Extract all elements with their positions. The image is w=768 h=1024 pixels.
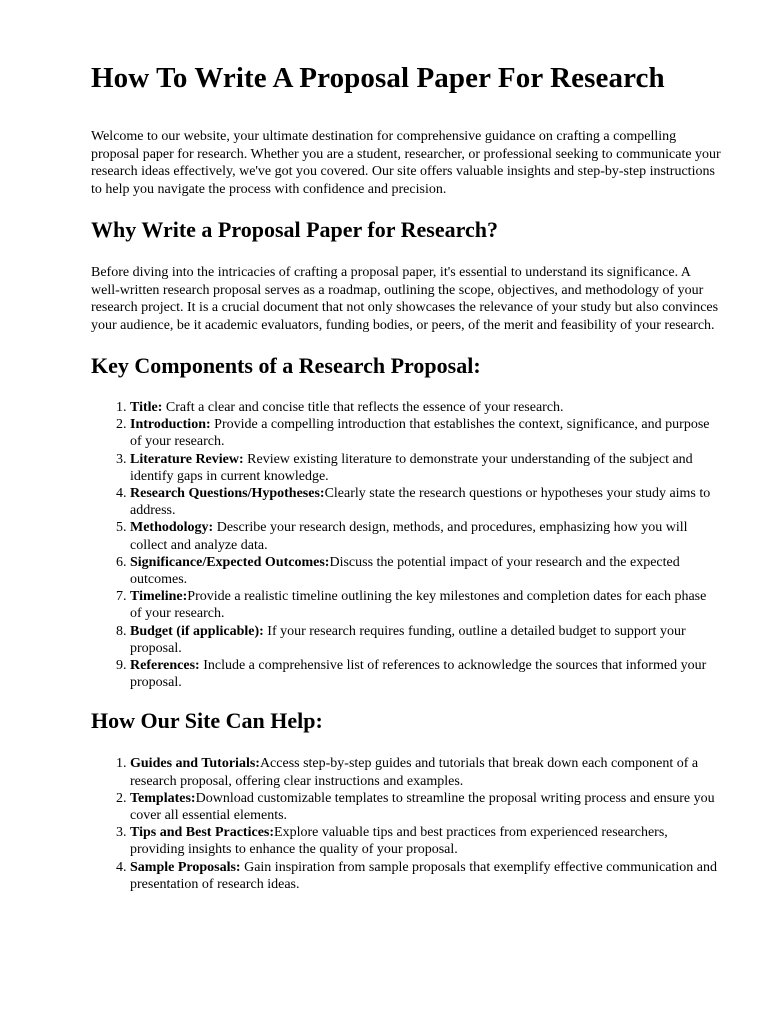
list-item [130,399,721,416]
help-heading: How Our Site Can Help: [91,708,323,734]
list-item [130,485,721,519]
list-item [130,755,721,789]
item-term: Significance/Expected Outcomes: [130,554,330,570]
item-term: Introduction: [130,417,211,433]
item-text: Craft a clear and concise title that reflects the essence of your research. [162,400,564,415]
item-term: Research Questions/Hypotheses: [130,486,325,502]
item-term: Templates: [130,790,196,806]
item-text: Access step-by-step guides and tutorials that break down each component of a research proposal, offering clear instructions and examples. [130,756,699,789]
list-item [130,859,721,893]
list-item [130,824,721,858]
item-text: If your research requires funding, outline a detailed budget to support your proposal. [130,623,686,656]
item-text: Explore valuable tips and best practices from experienced researchers, providing insights to enhance the quality of your proposal. [130,825,668,858]
list-item [130,554,721,588]
document-page [91,60,721,893]
components-list [91,399,721,691]
help-list [91,755,721,893]
item-term: Guides and Tutorials: [130,756,260,772]
item-text: Gain inspiration from sample proposals that exemplify effective communication and presentation of research ideas. [130,859,717,892]
list-item [130,790,721,824]
item-text: Provide a compelling introduction that establishes the context, significance, and purpose of your research. [130,417,710,450]
components-heading: Key Components of a Research Proposal: [91,353,481,378]
why-heading: Why Write a Proposal Paper for Research? [91,217,498,242]
page-title: How To Write A Proposal Paper For Research [91,62,665,94]
item-term: Title: [130,400,163,415]
item-term: Sample Proposals: [130,859,241,875]
list-item [130,657,721,691]
why-paragraph: Before diving into the intricacies of crafting a proposal paper, it's essential to understand its significance. A well-written research proposal serves as a roadmap, outlining the scope, objectives, and methodology of your research project. It is a crucial document that not only showcases the relevance of your study but also convinces your audience, be it academic evaluators, funding bodies, or peers, of the merit and feasibility of your research. [91,265,719,333]
intro-paragraph: Welcome to our website, your ultimate destination for comprehensive guidance on crafting a compelling proposal paper for research. Whether you are a student, researcher, or professional seeking to communicate your research ideas effectively, we've got you covered. Our site offers valuable insights and step-by-step instructions to help you navigate the process with confidence and precision. [91,129,721,197]
item-term: Methodology: [130,520,214,536]
list-item [130,623,721,657]
item-term: Timeline: [130,589,188,605]
item-term: References: [130,658,200,674]
item-text: Provide a realistic timeline outlining the key milestones and completion dates for each phase of your research. [130,589,707,622]
item-text: Review existing literature to demonstrate your understanding of the subject and identify gaps in current knowledge. [130,451,693,484]
list-item [130,588,721,622]
item-text: Include a comprehensive list of references to acknowledge the sources that informed your proposal. [130,658,707,691]
item-text: Describe your research design, methods, and procedures, emphasizing how you will collect and analyze data. [130,520,688,553]
list-item [130,451,721,485]
item-term: Budget (if applicable): [130,623,264,639]
item-term: Literature Review: [130,451,244,467]
item-text: Discuss the potential impact of your research and the expected outcomes. [130,554,680,588]
item-text: Clearly state the research questions or hypotheses your study aims to address. [130,486,711,519]
list-item [130,416,721,450]
item-term: Tips and Best Practices: [130,825,275,841]
item-text: Download customizable templates to streamline the proposal writing process and ensure you cover all essential elements. [130,790,715,824]
list-item [130,519,721,553]
